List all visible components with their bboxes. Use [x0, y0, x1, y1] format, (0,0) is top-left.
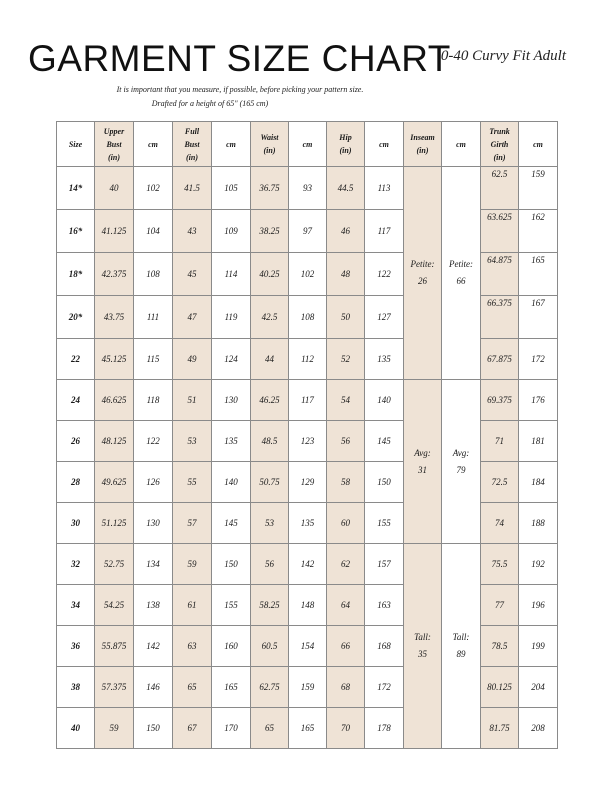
trunk-girth-cell: 77 — [481, 585, 519, 626]
upper-bust-cell: 51.125 — [95, 503, 134, 544]
full-bust-cell: 47 — [173, 296, 212, 339]
header-upper-bust: Upper Bust (in) — [95, 122, 134, 167]
inseam-avg-cell: Avg: 31 — [404, 380, 442, 544]
inseam-tall-cell: Tall: 35 — [404, 544, 442, 749]
waist-cell: 36.75 — [251, 167, 289, 210]
full-bust-cm-cell: 160 — [212, 626, 251, 667]
hip-cm-cell: 135 — [365, 339, 404, 380]
size-cell: 38 — [57, 667, 95, 708]
trunk-girth-cm-cell: 188 — [519, 503, 558, 544]
full-bust-cm-cell: 170 — [212, 708, 251, 749]
full-bust-cell: 63 — [173, 626, 212, 667]
table-row — [57, 210, 558, 253]
hip-cm-cell: 155 — [365, 503, 404, 544]
waist-cell: 40.25 — [251, 253, 289, 296]
waist-cm-cell: 165 — [289, 708, 327, 749]
upper-bust-cm-cell: 102 — [134, 167, 173, 210]
size-chart-table — [56, 121, 558, 749]
upper-bust-cell: 40 — [95, 167, 134, 210]
waist-cell: 50.75 — [251, 462, 289, 503]
size-cell: 22 — [57, 339, 95, 380]
full-bust-cm-cell: 150 — [212, 544, 251, 585]
hip-cell: 70 — [327, 708, 365, 749]
upper-bust-cm-cell: 126 — [134, 462, 173, 503]
header-waist-cm: cm — [289, 122, 327, 167]
waist-cell: 38.25 — [251, 210, 289, 253]
trunk-girth-cm-cell: 176 — [519, 380, 558, 421]
trunk-girth-cell: 75.5 — [481, 544, 519, 585]
upper-bust-cm-cell: 146 — [134, 667, 173, 708]
hip-cell: 68 — [327, 667, 365, 708]
header-full-bust: Full Bust (in) — [173, 122, 212, 167]
trunk-girth-cell: 81.75 — [481, 708, 519, 749]
table-row — [57, 462, 558, 503]
upper-bust-cell: 46.625 — [95, 380, 134, 421]
waist-cm-cell: 142 — [289, 544, 327, 585]
waist-cell: 56 — [251, 544, 289, 585]
table-row — [57, 544, 558, 585]
full-bust-cm-cell: 124 — [212, 339, 251, 380]
full-bust-cell: 61 — [173, 585, 212, 626]
table-header-row — [57, 122, 558, 167]
waist-cm-cell: 93 — [289, 167, 327, 210]
table-row — [57, 503, 558, 544]
waist-cm-cell: 108 — [289, 296, 327, 339]
trunk-girth-cell: 64.875 — [481, 253, 519, 296]
upper-bust-cell: 49.625 — [95, 462, 134, 503]
page-title: GARMENT SIZE CHART — [28, 38, 451, 79]
waist-cm-cell: 117 — [289, 380, 327, 421]
table-row — [57, 585, 558, 626]
waist-cm-cell: 97 — [289, 210, 327, 253]
hip-cm-cell: 140 — [365, 380, 404, 421]
upper-bust-cell: 48.125 — [95, 421, 134, 462]
trunk-girth-cm-cell: 159 — [519, 167, 558, 210]
trunk-girth-cm-cell: 208 — [519, 708, 558, 749]
size-cell: 32 — [57, 544, 95, 585]
hip-cm-cell: 117 — [365, 210, 404, 253]
trunk-girth-cell: 71 — [481, 421, 519, 462]
waist-cm-cell: 148 — [289, 585, 327, 626]
hip-cm-cell: 127 — [365, 296, 404, 339]
upper-bust-cell: 55.875 — [95, 626, 134, 667]
trunk-girth-cell: 69.375 — [481, 380, 519, 421]
table-row — [57, 708, 558, 749]
waist-cell: 65 — [251, 708, 289, 749]
trunk-girth-cell: 63.625 — [481, 210, 519, 253]
inseam-petite-cell: Petite: 26 — [404, 167, 442, 380]
hip-cm-cell: 122 — [365, 253, 404, 296]
trunk-girth-cell: 78.5 — [481, 626, 519, 667]
hip-cell: 54 — [327, 380, 365, 421]
full-bust-cm-cell: 140 — [212, 462, 251, 503]
full-bust-cell: 53 — [173, 421, 212, 462]
size-cell: 20* — [57, 296, 95, 339]
trunk-girth-cm-cell: 204 — [519, 667, 558, 708]
header-size: Size — [57, 122, 95, 167]
waist-cm-cell: 112 — [289, 339, 327, 380]
upper-bust-cm-cell: 130 — [134, 503, 173, 544]
trunk-girth-cm-cell: 165 — [519, 253, 558, 296]
waist-cell: 42.5 — [251, 296, 289, 339]
waist-cm-cell: 135 — [289, 503, 327, 544]
upper-bust-cm-cell: 115 — [134, 339, 173, 380]
table-row — [57, 667, 558, 708]
full-bust-cm-cell: 155 — [212, 585, 251, 626]
waist-cell: 62.75 — [251, 667, 289, 708]
table-row — [57, 339, 558, 380]
size-cell: 40 — [57, 708, 95, 749]
upper-bust-cell: 45.125 — [95, 339, 134, 380]
header-upper-bust-cm: cm — [134, 122, 173, 167]
upper-bust-cm-cell: 108 — [134, 253, 173, 296]
measure-note: It is important that you measure, if possible, before picking your pattern size. — [116, 85, 364, 94]
waist-cell: 60.5 — [251, 626, 289, 667]
page-subtitle: 0-40 Curvy Fit Adult — [440, 48, 566, 64]
upper-bust-cell: 59 — [95, 708, 134, 749]
waist-cm-cell: 154 — [289, 626, 327, 667]
hip-cell: 64 — [327, 585, 365, 626]
hip-cell: 46 — [327, 210, 365, 253]
full-bust-cm-cell: 105 — [212, 167, 251, 210]
size-cell: 36 — [57, 626, 95, 667]
full-bust-cell: 41.5 — [173, 167, 212, 210]
upper-bust-cm-cell: 134 — [134, 544, 173, 585]
upper-bust-cell: 54.25 — [95, 585, 134, 626]
header-hip: Hip (in) — [327, 122, 365, 167]
trunk-girth-cm-cell: 181 — [519, 421, 558, 462]
hip-cell: 66 — [327, 626, 365, 667]
hip-cm-cell: 168 — [365, 626, 404, 667]
full-bust-cm-cell: 114 — [212, 253, 251, 296]
size-cell: 28 — [57, 462, 95, 503]
header-waist: Waist (in) — [251, 122, 289, 167]
upper-bust-cell: 41.125 — [95, 210, 134, 253]
height-note: Drafted for a height of 65" (165 cm) — [151, 99, 269, 108]
header-hip-cm: cm — [365, 122, 404, 167]
trunk-girth-cm-cell: 199 — [519, 626, 558, 667]
header-full-bust-cm: cm — [212, 122, 251, 167]
header-trunk-girth: Trunk Girth (in) — [481, 122, 519, 167]
hip-cell: 44.5 — [327, 167, 365, 210]
size-cell: 18* — [57, 253, 95, 296]
header-inseam-cm: cm — [442, 122, 481, 167]
table-row — [57, 167, 558, 210]
trunk-girth-cm-cell: 172 — [519, 339, 558, 380]
table-row — [57, 421, 558, 462]
hip-cell: 56 — [327, 421, 365, 462]
full-bust-cm-cell: 119 — [212, 296, 251, 339]
upper-bust-cm-cell: 150 — [134, 708, 173, 749]
trunk-girth-cell: 72.5 — [481, 462, 519, 503]
hip-cell: 62 — [327, 544, 365, 585]
hip-cell: 50 — [327, 296, 365, 339]
size-cell: 24 — [57, 380, 95, 421]
table-row — [57, 296, 558, 339]
trunk-girth-cm-cell: 192 — [519, 544, 558, 585]
full-bust-cell: 67 — [173, 708, 212, 749]
inseam-tall-cm-cell: Tall: 89 — [442, 544, 481, 749]
full-bust-cell: 59 — [173, 544, 212, 585]
upper-bust-cm-cell: 142 — [134, 626, 173, 667]
hip-cell: 58 — [327, 462, 365, 503]
waist-cell: 44 — [251, 339, 289, 380]
full-bust-cell: 43 — [173, 210, 212, 253]
upper-bust-cm-cell: 118 — [134, 380, 173, 421]
hip-cell: 48 — [327, 253, 365, 296]
upper-bust-cell: 52.75 — [95, 544, 134, 585]
full-bust-cm-cell: 109 — [212, 210, 251, 253]
trunk-girth-cm-cell: 167 — [519, 296, 558, 339]
waist-cm-cell: 159 — [289, 667, 327, 708]
table-row — [57, 253, 558, 296]
trunk-girth-cell: 80.125 — [481, 667, 519, 708]
full-bust-cm-cell: 165 — [212, 667, 251, 708]
waist-cm-cell: 129 — [289, 462, 327, 503]
hip-cm-cell: 150 — [365, 462, 404, 503]
size-cell: 30 — [57, 503, 95, 544]
trunk-girth-cm-cell: 196 — [519, 585, 558, 626]
size-cell: 34 — [57, 585, 95, 626]
trunk-girth-cm-cell: 184 — [519, 462, 558, 503]
upper-bust-cm-cell: 111 — [134, 296, 173, 339]
full-bust-cm-cell: 135 — [212, 421, 251, 462]
hip-cell: 52 — [327, 339, 365, 380]
trunk-girth-cell: 74 — [481, 503, 519, 544]
hip-cm-cell: 157 — [365, 544, 404, 585]
waist-cell: 53 — [251, 503, 289, 544]
full-bust-cell: 57 — [173, 503, 212, 544]
header-inseam: Inseam (in) — [404, 122, 442, 167]
upper-bust-cm-cell: 104 — [134, 210, 173, 253]
trunk-girth-cell: 62.5 — [481, 167, 519, 210]
size-cell: 14* — [57, 167, 95, 210]
trunk-girth-cell: 66.375 — [481, 296, 519, 339]
waist-cell: 58.25 — [251, 585, 289, 626]
upper-bust-cm-cell: 122 — [134, 421, 173, 462]
upper-bust-cm-cell: 138 — [134, 585, 173, 626]
hip-cm-cell: 172 — [365, 667, 404, 708]
waist-cell: 46.25 — [251, 380, 289, 421]
table-row — [57, 380, 558, 421]
full-bust-cell: 55 — [173, 462, 212, 503]
full-bust-cell: 65 — [173, 667, 212, 708]
size-cell: 26 — [57, 421, 95, 462]
upper-bust-cell: 42.375 — [95, 253, 134, 296]
inseam-avg-cm-cell: Avg: 79 — [442, 380, 481, 544]
waist-cm-cell: 102 — [289, 253, 327, 296]
upper-bust-cell: 43.75 — [95, 296, 134, 339]
full-bust-cell: 51 — [173, 380, 212, 421]
size-cell: 16* — [57, 210, 95, 253]
header-trunk-girth-cm: cm — [519, 122, 558, 167]
waist-cell: 48.5 — [251, 421, 289, 462]
inseam-petite-cm-cell: Petite: 66 — [442, 167, 481, 380]
full-bust-cm-cell: 130 — [212, 380, 251, 421]
trunk-girth-cm-cell: 162 — [519, 210, 558, 253]
trunk-girth-cell: 67.875 — [481, 339, 519, 380]
full-bust-cm-cell: 145 — [212, 503, 251, 544]
hip-cm-cell: 145 — [365, 421, 404, 462]
hip-cell: 60 — [327, 503, 365, 544]
table-row — [57, 626, 558, 667]
hip-cm-cell: 113 — [365, 167, 404, 210]
full-bust-cell: 45 — [173, 253, 212, 296]
upper-bust-cell: 57.375 — [95, 667, 134, 708]
waist-cm-cell: 123 — [289, 421, 327, 462]
hip-cm-cell: 163 — [365, 585, 404, 626]
full-bust-cell: 49 — [173, 339, 212, 380]
hip-cm-cell: 178 — [365, 708, 404, 749]
